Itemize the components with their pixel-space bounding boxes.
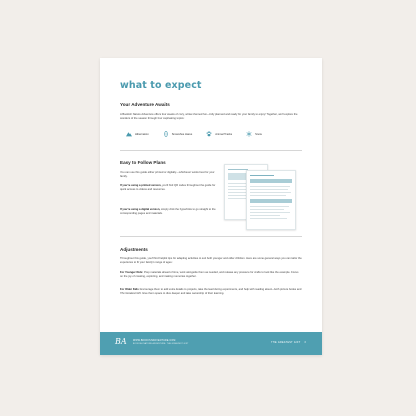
plans-digital — [120, 208, 216, 216]
plans-printed — [120, 184, 216, 192]
older-text-2: . Give them space to dive deeper and take ownership of their learning. — [140, 292, 225, 296]
footer-subtitle: BOOKISH NATURE ADVENTURE: THE GREATEST GIFT — [133, 343, 189, 345]
page-title: what to expect — [120, 80, 202, 91]
topic-label: Snow — [255, 132, 262, 136]
topic-label: Hibernation — [135, 132, 149, 136]
adjustments-younger — [120, 271, 302, 279]
topic-hibernation — [126, 131, 149, 137]
adjustments-heading: Adjustments — [120, 247, 148, 252]
digital-lead: If you're using a digital version, — [120, 208, 161, 211]
older-lead: For Older Kids: — [120, 288, 140, 291]
topic-label: Snowshoe Hares — [171, 132, 193, 136]
footer-logo: BA — [115, 337, 127, 346]
footer-guide-title: THE GREATEST GIFT — [271, 341, 301, 344]
older-text-1: Encourage them to add extra details to projects, take the lead during experiments, and help with reading aloud—both picture books and — [139, 288, 302, 291]
printed-text: you'll find QR codes throughout the guide for quick access to videos and resources. — [120, 184, 216, 192]
section-divider — [120, 150, 302, 151]
topic-snowshoe-hares — [163, 131, 192, 137]
page-number: 3 — [304, 341, 306, 344]
paw-print-icon — [206, 131, 212, 137]
footer-right — [271, 341, 306, 344]
guide-page — [100, 58, 322, 355]
younger-lead: For Younger Kids: — [120, 271, 144, 274]
digital-text: simply click the hyperlinks to go straight to the corresponding pages and materials. — [120, 208, 216, 216]
printed-lead: If you're using a printed version, — [120, 184, 162, 187]
topic-snow — [246, 131, 262, 137]
adventure-heading: Your Adventure Awaits — [120, 102, 170, 107]
adventure-body: A Bookish Nature Adventure offers four weeks of cozy, winter-themed fun—fully planned and ready for your family to enjoy! Together, we'll explore the wonders of the season through four captivating topics: — [120, 113, 298, 121]
mountain-icon — [126, 131, 132, 137]
adjustments-older — [120, 288, 302, 296]
snowflake-icon — [246, 131, 252, 137]
section-divider — [120, 236, 302, 237]
page-footer — [100, 332, 322, 355]
plans-intro: You can use this guide either printed or digitally—whichever works best for your family. — [120, 171, 215, 179]
adjustments-intro: Throughout this guide, you'll find helpful tips for adapting activities to suit both younger and older children. Here are some general ways you can tailor the experience to fit your family's range of ages: — [120, 257, 302, 265]
topic-label: Animal Tracks — [215, 132, 233, 136]
topic-animal-tracks — [206, 131, 232, 137]
younger-text: Prep materials ahead of time, work alongside them as needed, and release any pressure for crafts to look like the example. Focus on the joy of creating, exploring, and making memories together. — [120, 271, 299, 279]
guide-preview-front — [246, 170, 296, 230]
plans-heading: Easy to Follow Plans — [120, 160, 166, 165]
book-title: The Greatest Gift — [120, 292, 141, 296]
footer-website: WWW.BOOKISHADVENTURE.COM — [133, 339, 176, 342]
topics-row — [126, 130, 306, 138]
snowshoe-icon — [163, 131, 169, 137]
